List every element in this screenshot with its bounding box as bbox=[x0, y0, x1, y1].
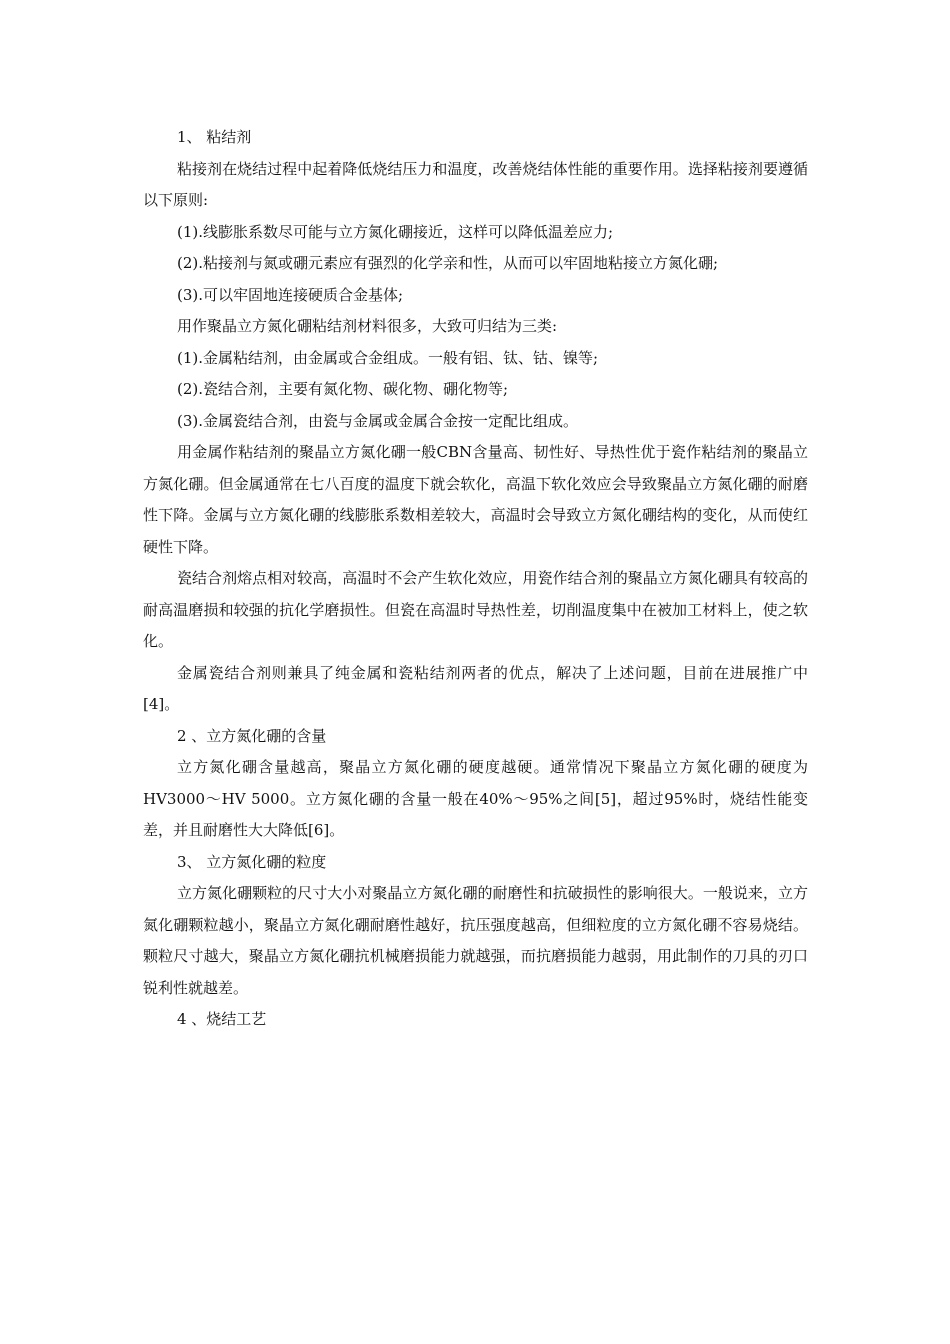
paragraph-grain-size: 立方氮化硼颗粒的尺寸大小对聚晶立方氮化硼的耐磨性和抗破损性的影响很大。一般说来，立方氮化硼颗粒越小，聚晶立方氮化硼耐磨性越好，抗压强度越高，但细粒度的立方氮化硼不容易烧结。颗粒尺寸越大，聚晶立方氮化硼抗机械磨损能力就越强，而抗磨损能力越弱，用此制作的刀具的刃口锐利性就越差。 bbox=[143, 884, 808, 997]
section-heading-binder: 1、 粘结剂 bbox=[177, 128, 252, 146]
section-heading-sintering: 4 、烧结工艺 bbox=[177, 1010, 267, 1028]
section-heading-cbn-content: 2 、立方氮化硼的含量 bbox=[177, 726, 327, 745]
binder-rule-2: (2).粘接剂与氮或硼元素应有强烈的化学亲和性，从而可以牢固地粘接立方氮化硼; bbox=[177, 254, 719, 272]
binder-type-3: (3).金属瓷结合剂，由瓷与金属或金属合金按一定配比组成。 bbox=[177, 411, 579, 430]
paragraph-ceramic-binder: 瓷结合剂熔点相对较高，高温时不会产生软化效应，用瓷作结合剂的聚晶立方氮化硼具有较高的耐高温磨损和较强的抗化学磨损性。但瓷在高温时导热性差，切削温度集中在被加工材料上，使之软化。 bbox=[143, 569, 808, 650]
document-body bbox=[143, 122, 808, 1036]
binder-rule-3: (3).可以牢固地连接硬质合金基体; bbox=[177, 285, 404, 304]
binder-type-2: (2).瓷结合剂，主要有氮化物、碳化物、硼化物等; bbox=[177, 380, 509, 398]
binder-type-1: (1).金属粘结剂，由金属或合金组成。一般有铝、钛、钴、镍等; bbox=[177, 348, 599, 367]
binder-rule-1: (1).线膨胀系数尽可能与立方氮化硼接近，这样可以降低温差应力; bbox=[177, 222, 614, 241]
paragraph-binder-intro: 粘接剂在烧结过程中起着降低烧结压力和温度，改善烧结体性能的重要作用。选择粘接剂要遵循以下原则: bbox=[143, 159, 808, 209]
paragraph-binder-types-intro: 用作聚晶立方氮化硼粘结剂材料很多，大致可归结为三类: bbox=[177, 317, 558, 335]
paragraph-cbn-content: 立方氮化硼含量越高，聚晶立方氮化硼的硬度越硬。通常情况下聚晶立方氮化硼的硬度为HV3000～HV 5000。立方氮化硼的含量一般在40%～95%之间[5]，超过95%时，烧结性能变差，并且耐磨性大大降低[6]。 bbox=[143, 758, 808, 839]
section-heading-grain-size: 3、 立方氮化硼的粒度 bbox=[177, 852, 327, 871]
paragraph-metal-binder: 用金属作粘结剂的聚晶立方氮化硼一般CBN含量高、韧性好、导热性优于瓷作粘结剂的聚晶立方氮化硼。但金属通常在七八百度的温度下就会软化，高温下软化效应会导致聚晶立方氮化硼的耐磨性下降。金属与立方氮化硼的线膨胀系数相差较大，高温时会导致立方氮化硼结构的变化，从而使红硬性下降。 bbox=[143, 443, 808, 556]
paragraph-cermet-binder: 金属瓷结合剂则兼具了纯金属和瓷粘结剂两者的优点，解决了上述问题，目前在进展推广中[4]。 bbox=[143, 663, 808, 713]
